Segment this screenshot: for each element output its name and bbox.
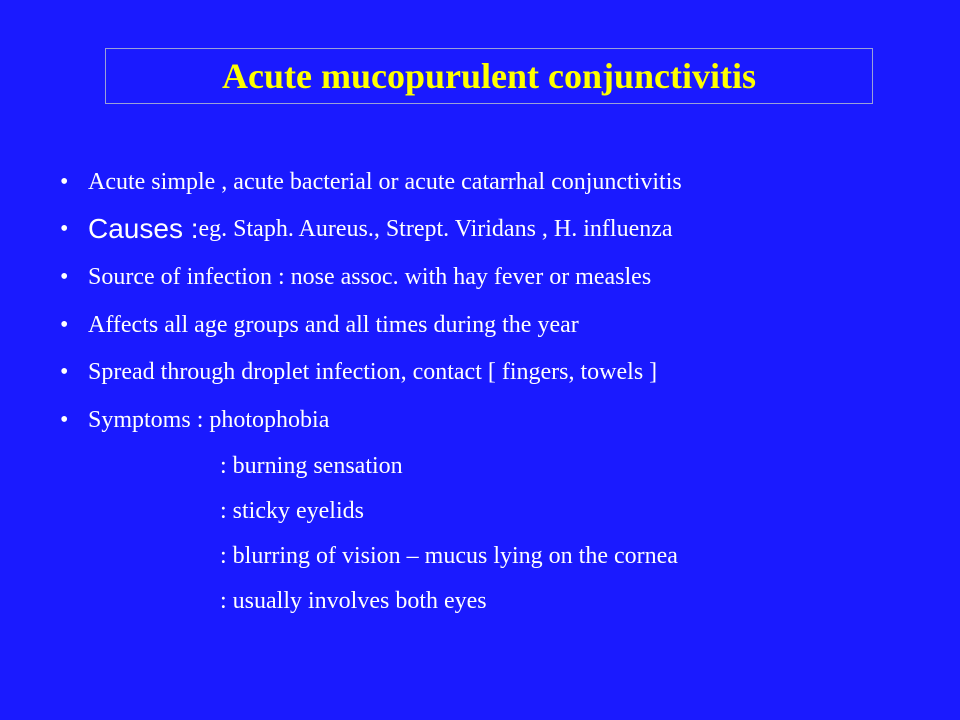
bullet-text: Symptoms : photophobia bbox=[88, 406, 330, 433]
bullet-text: Spread through droplet infection, contact [ fingers, towels ] bbox=[88, 359, 658, 386]
symptom-text: : blurring of vision – mucus lying on the cornea bbox=[220, 543, 678, 570]
slide-title: Acute mucopurulent conjunctivitis bbox=[222, 56, 756, 96]
bullet-icon: • bbox=[60, 168, 69, 195]
bullet-item bbox=[60, 253, 940, 301]
bullet-item bbox=[60, 206, 940, 254]
bullet-icon: • bbox=[60, 406, 69, 433]
bullet-text: Source of infection : nose assoc. with hay fever or measles bbox=[88, 263, 652, 290]
bullet-item bbox=[60, 348, 940, 396]
bullet-item bbox=[60, 396, 940, 444]
bullet-text: eg. Staph. Aureus., Strept. Viridans , H. influenza bbox=[198, 216, 673, 243]
bullet-icon: • bbox=[60, 359, 69, 386]
symptom-line bbox=[60, 534, 940, 579]
symptom-line bbox=[60, 489, 940, 534]
bullet-text: Affects all age groups and all times during the year bbox=[88, 311, 579, 338]
bullet-item bbox=[60, 301, 940, 349]
symptom-text: : burning sensation bbox=[220, 453, 403, 480]
symptom-text: : usually involves both eyes bbox=[220, 588, 487, 615]
title-box bbox=[105, 48, 873, 104]
bullet-icon: • bbox=[60, 263, 69, 290]
symptom-line bbox=[60, 579, 940, 624]
bullet-lead: Causes : bbox=[88, 213, 199, 245]
bullet-item bbox=[60, 158, 940, 206]
bullet-list bbox=[60, 158, 940, 624]
bullet-text: Acute simple , acute bacterial or acute catarrhal conjunctivitis bbox=[88, 168, 682, 195]
symptom-line bbox=[60, 444, 940, 489]
bullet-icon: • bbox=[60, 216, 69, 243]
bullet-icon: • bbox=[60, 311, 69, 338]
symptom-text: : sticky eyelids bbox=[220, 498, 364, 525]
